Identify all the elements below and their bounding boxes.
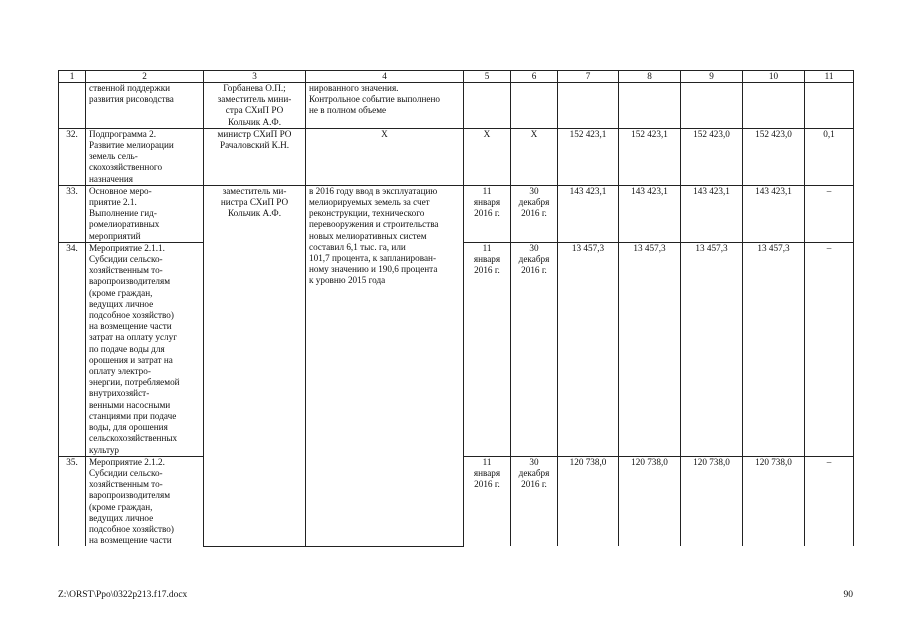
end-date <box>511 83 558 129</box>
value-col10: 120 738,0 <box>743 456 805 546</box>
col-header: 9 <box>681 71 743 83</box>
value-col9: 120 738,0 <box>681 456 743 546</box>
row-number <box>59 83 86 129</box>
event-name: Основное меро- приятие 2.1. Выполнение гид- ромелиоративных мероприятий <box>86 185 204 242</box>
value-col9: 13 457,3 <box>681 242 743 456</box>
value-col8: 143 423,1 <box>619 185 681 242</box>
value-col10 <box>743 83 805 129</box>
value-col8: 120 738,0 <box>619 456 681 546</box>
value-col7: 13 457,3 <box>558 242 619 456</box>
col-header: 2 <box>86 71 204 83</box>
table-row <box>59 83 854 129</box>
value-col7: 143 423,1 <box>558 185 619 242</box>
start-date: 11 января 2016 г. <box>464 456 511 546</box>
file-path: Z:\ORST\Ppo\0322p213.f17.docx <box>58 590 188 600</box>
responsible: министр СХиП РО Рачаловский К.Н. <box>204 128 306 185</box>
result: в 2016 году ввод в эксплуатацию мелиорируемых земель за счет реконструкции, технического перевооружения и строительства новых мелиоративных систем составил 6,1 тыс. га, или 101,7 процента, к запланирован- ному значению и 190,6 процента к уровню 2015 года <box>306 185 464 546</box>
event-name: Мероприятие 2.1.1. Субсидии сельско- хозяйственным то- варопроизводителям (кроме граждан, ведущих личное подсобное хозяйство) на возмещение части затрат на оплату услуг по подаче воды для орошения и затрат на оплату электро- энергии, потребляемой внутрихозяйст- венными насосными станциями при подаче воды, для орошения сельскохозяйственных культур <box>86 242 204 456</box>
row-number: 35. <box>59 456 86 546</box>
header-row <box>59 71 854 83</box>
event-name: Мероприятие 2.1.2. Субсидии сельско- хозяйственным то- варопроизводителям (кроме граждан, ведущих личное подсобное хозяйство) на возмещение части <box>86 456 204 546</box>
row-number: 33. <box>59 185 86 242</box>
value-col11: – <box>805 242 854 456</box>
value-col11: – <box>805 185 854 242</box>
row-number: 34. <box>59 242 86 456</box>
report-table <box>58 70 854 547</box>
value-col10: 152 423,0 <box>743 128 805 185</box>
col-header: 4 <box>306 71 464 83</box>
value-col9: 152 423,0 <box>681 128 743 185</box>
value-col10: 143 423,1 <box>743 185 805 242</box>
value-col8 <box>619 83 681 129</box>
result: Х <box>306 128 464 185</box>
page-number: 90 <box>843 590 853 600</box>
col-header: 3 <box>204 71 306 83</box>
value-col11: 0,1 <box>805 128 854 185</box>
value-col9 <box>681 83 743 129</box>
value-col11: – <box>805 456 854 546</box>
responsible: Горбанева О.П.; заместитель мини- стра СХиП РО Кольчик А.Ф. <box>204 83 306 129</box>
start-date: 11 января 2016 г. <box>464 242 511 456</box>
value-col7: 120 738,0 <box>558 456 619 546</box>
start-date: 11 января 2016 г. <box>464 185 511 242</box>
result: нированного значения. Контрольное событие выполнено не в полном объеме <box>306 83 464 129</box>
col-header: 8 <box>619 71 681 83</box>
value-col11 <box>805 83 854 129</box>
col-header: 6 <box>511 71 558 83</box>
col-header: 7 <box>558 71 619 83</box>
table-row <box>59 185 854 242</box>
value-col10: 13 457,3 <box>743 242 805 456</box>
responsible: заместитель ми- нистра СХиП РО Кольчик А.Ф. <box>204 185 306 546</box>
value-col7 <box>558 83 619 129</box>
start-date: Х <box>464 128 511 185</box>
end-date: 30 декабря 2016 г. <box>511 456 558 546</box>
value-col8: 13 457,3 <box>619 242 681 456</box>
table-row <box>59 128 854 185</box>
col-header: 1 <box>59 71 86 83</box>
event-name: Подпрограмма 2. Развитие мелиорации земель сель- скохозяйственного назначения <box>86 128 204 185</box>
end-date: 30 декабря 2016 г. <box>511 185 558 242</box>
end-date: Х <box>511 128 558 185</box>
row-number: 32. <box>59 128 86 185</box>
col-header: 5 <box>464 71 511 83</box>
start-date <box>464 83 511 129</box>
col-header: 11 <box>805 71 854 83</box>
end-date: 30 декабря 2016 г. <box>511 242 558 456</box>
col-header: 10 <box>743 71 805 83</box>
value-col9: 143 423,1 <box>681 185 743 242</box>
event-name: ственной поддержки развития рисоводства <box>86 83 204 129</box>
value-col8: 152 423,1 <box>619 128 681 185</box>
value-col7: 152 423,1 <box>558 128 619 185</box>
